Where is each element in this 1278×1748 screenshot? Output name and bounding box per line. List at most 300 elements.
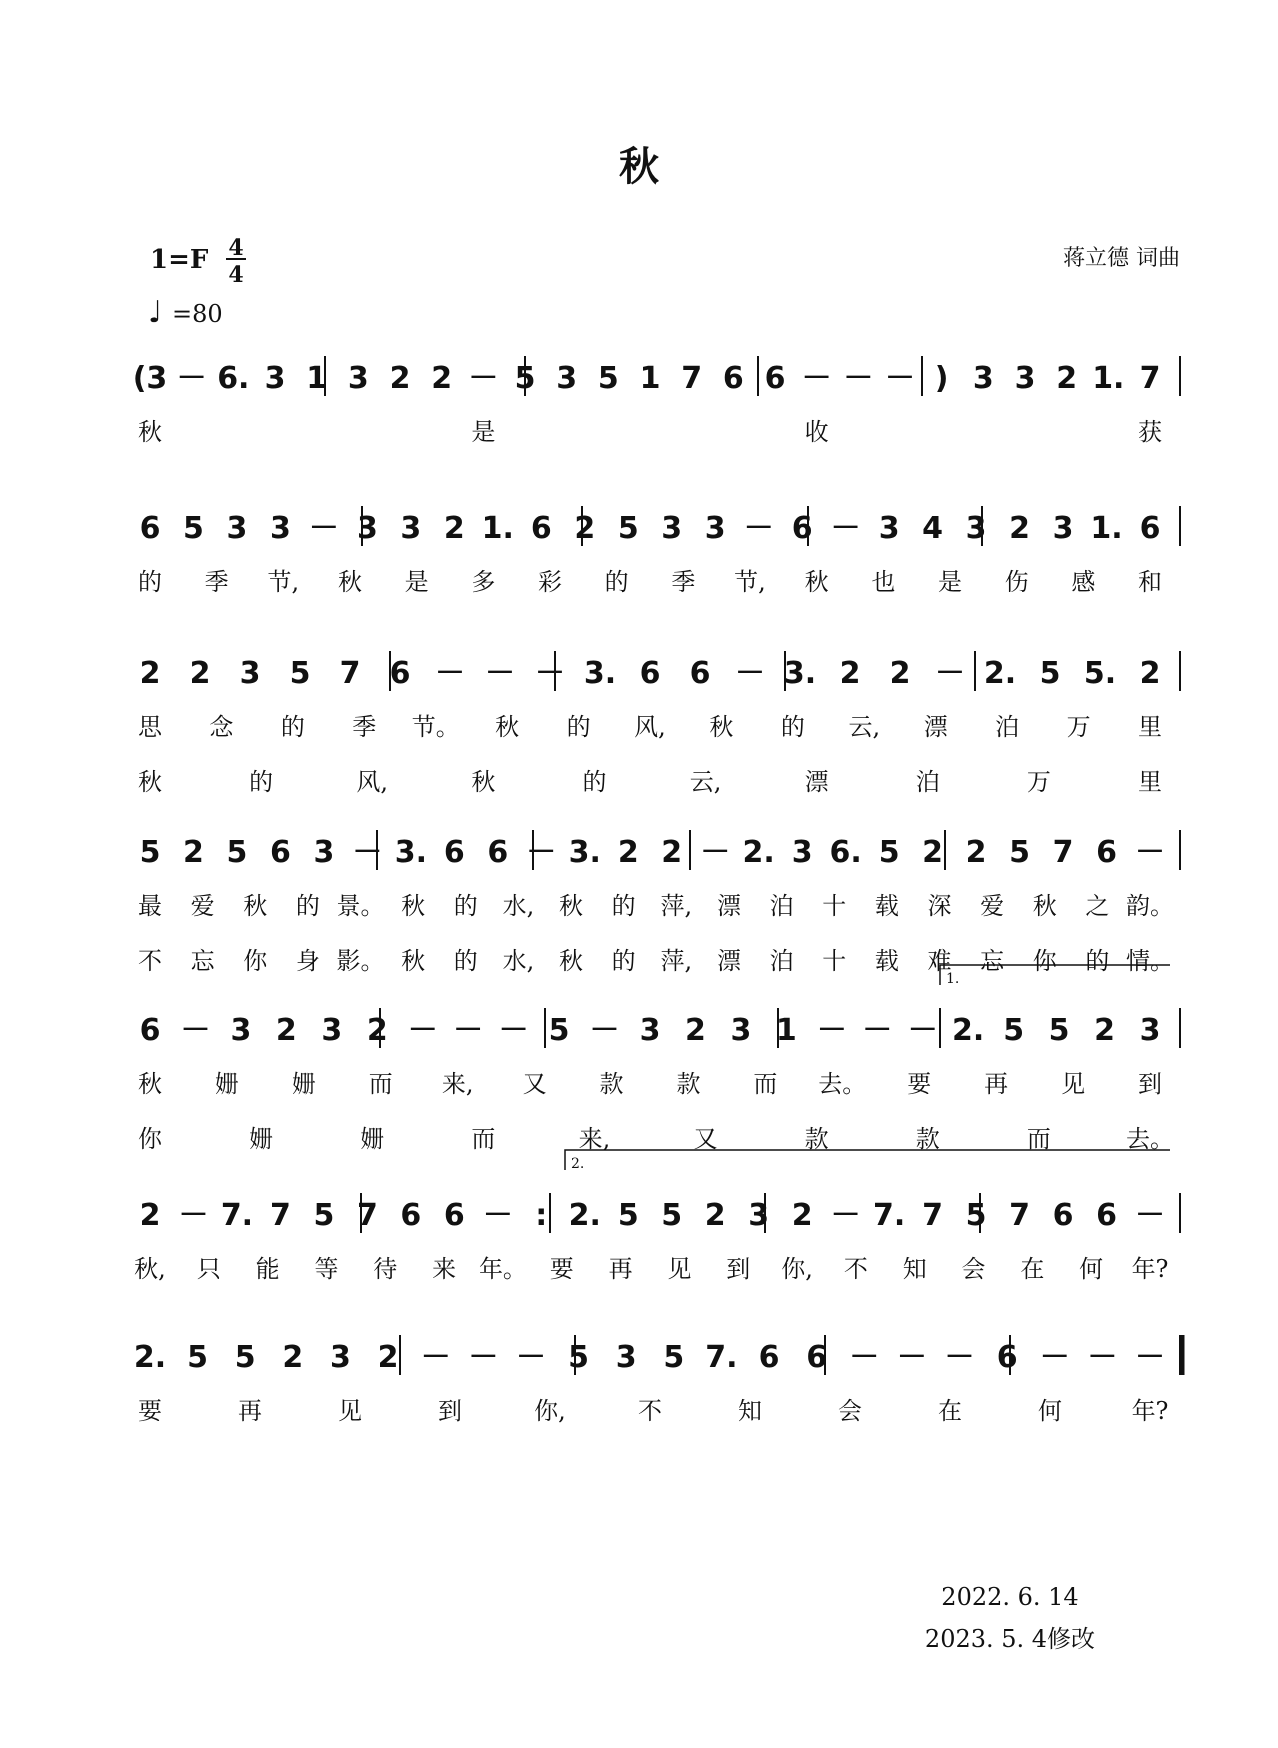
note: 5	[226, 835, 248, 870]
note: 7	[1009, 1198, 1031, 1233]
note: －	[849, 1340, 880, 1375]
lyric: 来,	[578, 1125, 611, 1153]
note: 5	[661, 1198, 683, 1233]
note: －	[180, 1013, 211, 1048]
note: －	[843, 361, 874, 396]
note: 3	[556, 361, 578, 396]
note: －	[589, 1013, 620, 1048]
note: 3	[878, 511, 900, 546]
note: 3	[239, 656, 261, 691]
note: 3	[264, 361, 286, 396]
lyric: 秋	[243, 892, 268, 920]
lyric: 泊	[995, 713, 1020, 741]
lyric: 秋,	[134, 1255, 166, 1283]
note: 3	[313, 835, 335, 870]
note: 2.	[133, 1340, 167, 1375]
lyric: 最	[138, 892, 162, 920]
lyric: 款	[915, 1125, 940, 1153]
lyric: 泊	[769, 947, 794, 975]
lyric: 你,	[534, 1397, 566, 1425]
note: 3	[321, 1013, 343, 1048]
note: 1.	[481, 511, 514, 546]
note: 1.	[1092, 361, 1125, 396]
lyric: 节,	[267, 568, 300, 596]
lyric: 万	[1026, 768, 1051, 796]
lyric: 年。	[478, 1255, 527, 1283]
note: 3	[972, 361, 994, 396]
lyric: 的	[582, 768, 607, 796]
note: 3	[748, 1198, 770, 1233]
lyric: 去。	[1126, 1125, 1174, 1153]
lyric: 你,	[781, 1255, 813, 1283]
note: 6	[689, 656, 711, 691]
note: 2	[574, 511, 596, 546]
lyric: 身	[295, 947, 320, 975]
note: 7	[1052, 835, 1074, 870]
lyric: 是	[938, 568, 962, 596]
lyric: 载	[874, 892, 899, 920]
lyric: 要	[138, 1397, 162, 1425]
note: 6	[1096, 1198, 1117, 1233]
note: 5	[289, 656, 311, 691]
lyric: 不	[843, 1255, 868, 1283]
note: 3	[965, 511, 987, 546]
lyric: 再	[238, 1397, 262, 1425]
note: 2	[366, 1013, 388, 1048]
lyric: 也	[871, 568, 896, 596]
note: －	[1087, 1340, 1118, 1375]
note: 2	[389, 361, 411, 396]
note: －	[308, 511, 339, 546]
lyric: 节。	[411, 713, 460, 741]
note: 5	[617, 1198, 639, 1233]
lyric: 漂	[716, 892, 741, 920]
score-rows	[133, 356, 1182, 1425]
lyric: 多	[471, 568, 496, 596]
note: 5	[965, 1198, 987, 1233]
score-row	[138, 506, 1180, 596]
lyric: 而	[368, 1070, 393, 1098]
note: 6	[996, 1340, 1018, 1375]
key-signature: 1=F	[150, 245, 209, 275]
lyric: 你	[243, 947, 268, 975]
note: 6	[722, 361, 744, 396]
note: 5	[878, 835, 900, 870]
note: 2	[922, 835, 944, 870]
note: －	[453, 1013, 484, 1048]
note: 7	[1139, 361, 1161, 396]
note: －	[515, 1340, 546, 1375]
tempo-note-icon: ♩	[148, 295, 163, 330]
lyric: 知	[738, 1397, 762, 1425]
note: －	[535, 656, 565, 691]
note: 2	[617, 835, 639, 870]
note: －	[862, 1013, 893, 1048]
lyric: 要	[549, 1255, 574, 1283]
note: 6	[487, 835, 509, 870]
lyric: 秋	[1032, 892, 1057, 920]
note: 5.	[1083, 656, 1117, 691]
lyric: 载	[874, 947, 899, 975]
lyric: 来	[432, 1255, 457, 1283]
lyric: 十	[822, 947, 847, 975]
lyric: 之	[1085, 892, 1110, 920]
note: 3	[356, 511, 378, 546]
note: －	[1039, 1340, 1070, 1375]
note: －	[435, 656, 465, 691]
note: 3	[661, 511, 683, 546]
lyric: 忘	[980, 947, 1005, 975]
note: 7	[922, 1198, 944, 1233]
lyric: 里	[1138, 768, 1162, 796]
lyric: 见	[338, 1397, 362, 1425]
note: 3.	[583, 656, 617, 691]
note: 5	[183, 511, 204, 546]
note: －	[1135, 835, 1165, 870]
lyric: 爱	[190, 892, 215, 920]
lyric: 秋	[559, 892, 584, 920]
lyric: 万	[1066, 713, 1091, 741]
note: 6	[791, 511, 813, 546]
lyric: 待	[373, 1255, 398, 1283]
lyric: 风,	[356, 768, 389, 796]
note: 6	[758, 1340, 780, 1375]
lyric: 姗	[249, 1125, 274, 1153]
note: 2.	[568, 1198, 601, 1233]
lyric: 等	[314, 1255, 339, 1283]
lyric: 会	[961, 1255, 986, 1283]
note: －	[907, 1013, 938, 1048]
lyric: 获	[1138, 418, 1162, 446]
lyric: 只	[196, 1255, 221, 1283]
lyric: 的	[1085, 947, 1110, 975]
lyric: 忘	[190, 947, 215, 975]
lyric: 秋	[709, 713, 734, 741]
note: 6.	[829, 835, 862, 870]
note: 7	[269, 1198, 291, 1233]
note: 5	[617, 511, 639, 546]
note: 3.	[783, 656, 817, 691]
note: 2	[791, 1198, 813, 1233]
note: －	[468, 361, 499, 396]
lyric: 情。	[1126, 947, 1174, 975]
lyric: 影。	[336, 947, 385, 975]
song-title: 秋	[619, 143, 659, 190]
note: 3.	[568, 835, 601, 870]
note: 6	[443, 835, 465, 870]
note: 3	[1014, 361, 1036, 396]
note: 6	[1139, 511, 1161, 546]
note: 2	[1009, 511, 1031, 546]
lyric: 云,	[689, 768, 722, 796]
volta-label: 1.	[946, 971, 960, 987]
lyric: 款	[804, 1125, 829, 1153]
note: 2	[965, 835, 987, 870]
note: －	[816, 1013, 847, 1048]
note: －	[1135, 1198, 1165, 1233]
note: 2	[443, 511, 465, 546]
note: 2	[1094, 1013, 1115, 1048]
lyric: 见	[1061, 1070, 1086, 1098]
tempo-value: =80	[172, 300, 223, 328]
lyric: 不	[138, 947, 162, 975]
lyric: 泊	[769, 892, 794, 920]
lyric: 到	[726, 1255, 751, 1283]
lyric: 水,	[502, 892, 535, 920]
lyric: 爱	[980, 892, 1005, 920]
lyric: 姗	[291, 1070, 316, 1098]
lyric: 和	[1138, 568, 1162, 596]
lyric: 秋	[138, 768, 162, 796]
score-row	[138, 965, 1180, 1153]
note: 7.	[705, 1340, 738, 1375]
note: 2.	[952, 1013, 985, 1048]
note: (3	[132, 361, 168, 396]
note: 6	[443, 1198, 465, 1233]
lyric: 彩	[538, 568, 562, 596]
note: 6	[639, 656, 661, 691]
score-row	[138, 830, 1180, 975]
lyric: 年?	[1131, 1397, 1169, 1425]
lyric: 到	[1138, 1070, 1162, 1098]
note: 2	[275, 1013, 297, 1048]
lyric: 的	[295, 892, 320, 920]
note: 3	[347, 361, 369, 396]
lyric: 思	[138, 713, 162, 741]
note: 1	[775, 1013, 797, 1048]
note: 2.	[983, 656, 1017, 691]
note: 2	[685, 1013, 706, 1048]
note: 2	[661, 835, 683, 870]
note: 5	[548, 1013, 570, 1048]
note: 5	[313, 1198, 335, 1233]
note: －	[407, 1013, 438, 1048]
note: 2	[282, 1340, 304, 1375]
lyric: 秋	[138, 418, 162, 446]
lyric: 云,	[848, 713, 881, 741]
note: 5	[1003, 1013, 1025, 1048]
note: 2	[189, 656, 211, 691]
lyric: 再	[608, 1255, 633, 1283]
lyric: 深	[927, 892, 952, 920]
note: －	[944, 1340, 975, 1375]
note: 3	[730, 1013, 752, 1048]
lyric: 能	[255, 1255, 280, 1283]
note: 5	[597, 361, 619, 396]
note: 3.	[394, 835, 428, 870]
note: －	[1135, 1340, 1165, 1375]
note: －	[526, 835, 557, 870]
note: 6	[764, 361, 786, 396]
lyric: 在	[1020, 1255, 1045, 1283]
lyric: 念	[209, 713, 234, 741]
note: 6	[389, 656, 411, 691]
lyric: 去。	[818, 1070, 867, 1098]
note: －	[830, 1198, 861, 1233]
note: 7.	[220, 1198, 254, 1233]
lyric: 景。	[336, 892, 385, 920]
note: －	[700, 835, 731, 870]
note: 6	[806, 1340, 828, 1375]
note: 7	[339, 656, 361, 691]
lyric: 款	[599, 1070, 624, 1098]
lyric: 萍,	[660, 947, 693, 975]
lyric: 收	[804, 418, 829, 446]
lyric: 季	[204, 568, 229, 596]
lyric: 会	[838, 1397, 862, 1425]
lyric: 你	[1032, 947, 1057, 975]
note: －	[743, 511, 774, 546]
note: －	[935, 656, 965, 691]
note: 1.	[1090, 511, 1123, 546]
note: －	[352, 835, 383, 870]
score-row	[134, 1335, 1180, 1425]
note: 7	[681, 361, 703, 396]
lyric: 季	[671, 568, 696, 596]
note: 3	[330, 1340, 351, 1375]
note: －	[485, 656, 515, 691]
lyric: 的	[611, 947, 636, 975]
note: 2	[139, 1198, 161, 1233]
note: 5	[234, 1340, 256, 1375]
lyric: 知	[902, 1255, 927, 1283]
note: 4	[922, 511, 944, 546]
lyric: 要	[907, 1070, 932, 1098]
date-composed: 2022. 6. 14	[941, 1583, 1079, 1611]
note: 2	[139, 656, 161, 691]
note: －	[885, 361, 915, 396]
lyric: 而	[1026, 1125, 1051, 1153]
note: －	[498, 1013, 529, 1048]
lyric: 来,	[441, 1070, 474, 1098]
lyric: 里	[1138, 713, 1162, 741]
note: 2	[889, 656, 911, 691]
note: 3	[1139, 1013, 1161, 1048]
note: 6	[1052, 1198, 1074, 1233]
note: 5	[514, 361, 536, 396]
lyric: 年?	[1131, 1255, 1169, 1283]
lyric: 是	[471, 418, 496, 446]
note: 5	[568, 1340, 590, 1375]
note: 5	[187, 1340, 209, 1375]
note: 6	[139, 1013, 161, 1048]
note: 2	[1139, 656, 1161, 691]
lyric: 季	[352, 713, 377, 741]
lyric: 秋	[471, 768, 496, 796]
note: 3	[639, 1013, 661, 1048]
lyric: 的	[453, 892, 478, 920]
note: 3	[791, 835, 813, 870]
lyric: 你	[138, 1125, 162, 1153]
lyric: 漂	[804, 768, 829, 796]
score-row	[133, 356, 1180, 446]
lyric: 秋	[559, 947, 584, 975]
note: 6	[269, 835, 291, 870]
note: 2.	[742, 835, 775, 870]
score-row	[134, 1150, 1180, 1283]
note: :	[535, 1198, 548, 1233]
note: 7.	[872, 1198, 906, 1233]
lyric: 的	[280, 713, 305, 741]
note: －	[468, 1340, 499, 1375]
lyric: 泊	[915, 768, 940, 796]
note: 2	[839, 656, 861, 691]
lyric: 漂	[716, 947, 741, 975]
lyric: 秋	[401, 947, 426, 975]
lyric: 难	[927, 947, 952, 975]
lyric: 秋	[138, 1070, 162, 1098]
lyric: 萍,	[660, 892, 693, 920]
note: 3	[1052, 511, 1074, 546]
lyric: 十	[822, 892, 847, 920]
lyric: 漂	[923, 713, 948, 741]
note: 2	[704, 1198, 726, 1233]
lyric: 的	[453, 947, 478, 975]
lyric: 而	[753, 1070, 778, 1098]
lyric: 到	[438, 1397, 462, 1425]
note: 3	[226, 511, 248, 546]
lyric: 又	[522, 1070, 547, 1098]
time-signature-bottom: 4	[228, 262, 244, 288]
note: 3	[400, 511, 422, 546]
lyric: 何	[1038, 1397, 1062, 1425]
score-row	[138, 651, 1180, 796]
lyric: 水,	[502, 947, 535, 975]
note: 2	[377, 1340, 399, 1375]
note: 6	[1096, 835, 1117, 870]
note: 1	[639, 361, 661, 396]
time-signature-top: 4	[228, 235, 244, 261]
lyric: 何	[1079, 1255, 1104, 1283]
lyric: 的	[138, 568, 162, 596]
note: 6	[400, 1198, 422, 1233]
date-revised: 2023. 5. 4修改	[924, 1625, 1096, 1653]
lyric: 款	[676, 1070, 701, 1098]
note: 2	[1056, 361, 1078, 396]
note: 5	[1039, 656, 1061, 691]
lyric: 是	[404, 568, 429, 596]
lyric: 风,	[634, 713, 666, 741]
lyric: 的	[249, 768, 274, 796]
note: －	[420, 1340, 451, 1375]
note: 5	[1048, 1013, 1070, 1048]
lyric: 的	[566, 713, 591, 741]
lyric: 不	[638, 1397, 662, 1425]
note: －	[178, 1198, 209, 1233]
lyric: 的	[780, 713, 805, 741]
note: －	[176, 361, 207, 396]
lyric: 秋	[338, 568, 362, 596]
lyric: 而	[471, 1125, 496, 1153]
lyric: 秋	[495, 713, 520, 741]
note: )	[934, 361, 949, 396]
note: 3	[704, 511, 726, 546]
note: 1	[306, 361, 328, 396]
note: 3	[269, 511, 291, 546]
note: 5	[1009, 835, 1031, 870]
note: －	[482, 1198, 513, 1233]
lyric: 再	[984, 1070, 1009, 1098]
note: －	[801, 361, 832, 396]
note: －	[830, 511, 861, 546]
note: 6.	[217, 361, 250, 396]
note: 6	[139, 511, 161, 546]
lyric: 节,	[734, 568, 766, 596]
note: 5	[663, 1340, 685, 1375]
lyric: 韵。	[1126, 892, 1174, 920]
lyric: 的	[611, 892, 636, 920]
volta-bracket	[565, 1150, 1170, 1170]
